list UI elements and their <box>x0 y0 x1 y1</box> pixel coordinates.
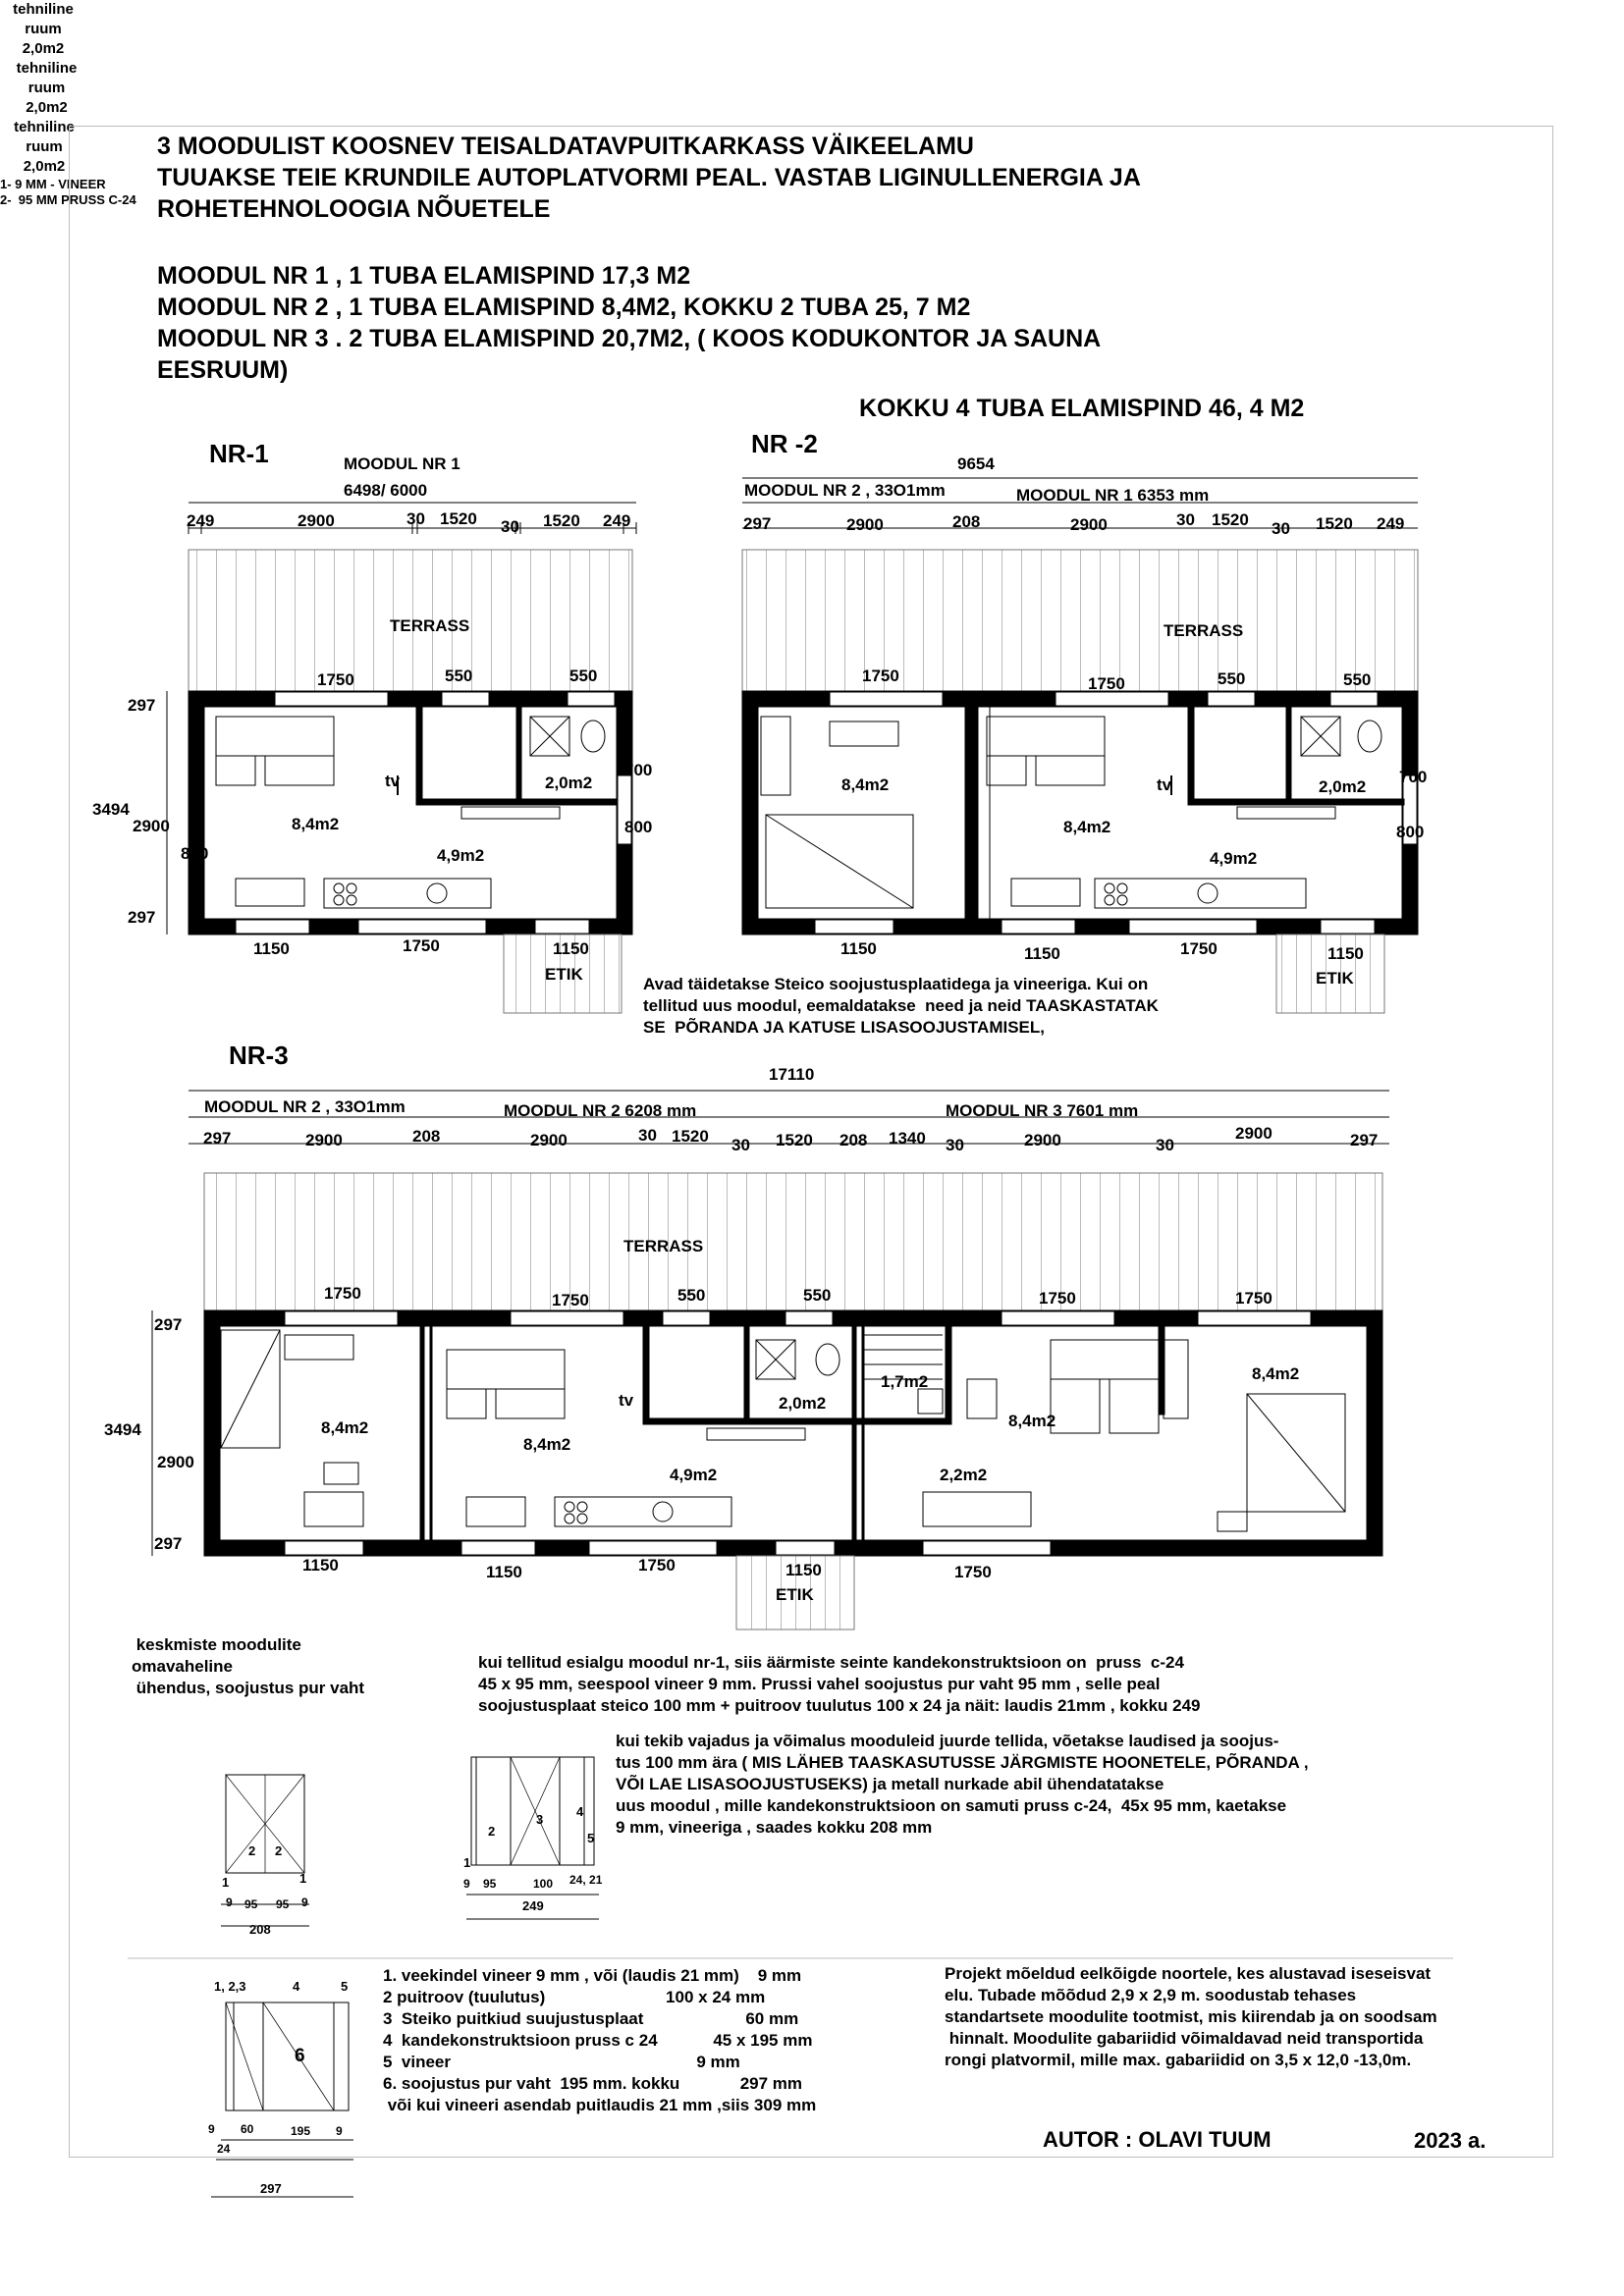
header-line-1: 3 MOODULIST KOOSNEV TEISALDATAVPUITKARKASS VÄIKEELAMU <box>157 133 974 160</box>
p1-ldim: 297 <box>128 696 156 715</box>
p2-dim: 2900 <box>1070 515 1108 534</box>
p2-dim: 249 <box>1377 514 1405 533</box>
p1-ldim: 297 <box>128 908 156 927</box>
p2-room-tech: tehniline ruum 2,0m2 <box>16 60 78 116</box>
p2-dim: 2900 <box>846 515 884 534</box>
p3-room: 8,4m2 <box>321 1418 369 1437</box>
plan-3-module: MOODUL NR 2 , 33O1mm <box>204 1097 406 1116</box>
section-dim: 9 <box>208 2122 215 2136</box>
total-area: KOKKU 4 TUBA ELAMISPIND 46, 4 M2 <box>859 395 1305 422</box>
p3-room: 8,4m2 <box>523 1435 571 1454</box>
section-dim: 195 <box>291 2124 311 2138</box>
p3-win: 550 <box>803 1286 832 1305</box>
plan-3-module: MOODUL NR 3 7601 mm <box>946 1101 1139 1120</box>
p2-room-living: 8,4m2 <box>1063 818 1111 836</box>
plan-1-module-label: MOODUL NR 1 <box>344 454 460 473</box>
wall-total: 249 <box>522 1898 544 1913</box>
detail-section <box>211 2002 353 2197</box>
p1-room-kitchen: 4,9m2 <box>437 846 485 865</box>
p2-dim: 297 <box>743 514 772 533</box>
wall-dim: 9 <box>463 1877 470 1891</box>
p2-win: 1750 <box>862 667 899 685</box>
p2-porch: ETIK <box>1316 969 1354 988</box>
p1-dim: 249 <box>187 511 215 530</box>
p1-porch: ETIK <box>545 965 583 984</box>
p2-win: 550 <box>1218 669 1246 688</box>
p3-room: 8,4m2 <box>1252 1364 1300 1383</box>
plan-3-terrace: TERRASS <box>623 1237 704 1255</box>
section-dim: 60 <box>241 2122 254 2136</box>
p3-ldim: 297 <box>154 1315 183 1334</box>
wall-dim: 100 <box>533 1877 554 1891</box>
p3-win: 1750 <box>552 1291 589 1309</box>
p1-dim: 1520 <box>543 511 580 530</box>
p3-win: 1150 <box>302 1556 339 1575</box>
detail-joint <box>221 1775 309 1926</box>
p1-ldim: 3494 <box>92 800 130 819</box>
p3-dim: 2900 <box>530 1131 568 1149</box>
author: AUTOR : OLAVI TUUM <box>1043 2127 1272 2152</box>
wall-note-2: kui tekib vajadus ja võimalus mooduleid juurde tellida, võetakse laudised ja soojus- tus 100 mm ära ( MIS LÄHEB TAASKASUTUSSE JÄRGMISTE HOONETELE, PÕRANDA , VÕI LAE LISASOOJUSTUSEKS) ja metall nurkade abil ühendatatakse uus moodul , mille kandekonstruktsioon on samuti pruss c-24, 45x 95 mm, kaetakse 9 mm, vineeriga , saades kokku 208 mm <box>616 1732 1309 1837</box>
plan-3-module: MOODUL NR 2 6208 mm <box>504 1101 697 1120</box>
p3-porch: ETIK <box>776 1585 814 1604</box>
p1-rdim: 700 <box>624 761 653 779</box>
wall-num: 2 <box>488 1824 496 1839</box>
p3-room-tech: tehniline ruum 2,0m2 <box>14 119 75 175</box>
p2-dim: 30 <box>1272 519 1290 538</box>
p3-dim: 30 <box>638 1126 657 1145</box>
p2-rdim: 700 <box>1399 768 1428 786</box>
p3-win: 1750 <box>1235 1289 1272 1308</box>
module-line-2: MOODUL NR 2 , 1 TUBA ELAMISPIND 8,4M2, KOKKU 2 TUBA 25, 7 M2 <box>157 294 971 321</box>
joint-dim: 95 <box>244 1897 258 1911</box>
wall-dim: 95 <box>483 1877 497 1891</box>
p3-room: 8,4m2 <box>1008 1412 1056 1430</box>
p2-win: 1150 <box>840 939 877 958</box>
p1-room-tech: tehniline ruum 2,0m2 <box>13 1 74 57</box>
plan-2-overall: 9654 <box>957 454 995 473</box>
p2-dim: 1520 <box>1212 510 1249 529</box>
p3-dim: 297 <box>203 1129 232 1148</box>
module-line-4: EESRUUM) <box>157 356 289 384</box>
p2-rdim: 800 <box>1396 823 1425 841</box>
plan-2-module1: MOODUL NR 1 6353 mm <box>1016 486 1210 505</box>
p1-room-bath: 2,0m2 <box>545 774 593 792</box>
p3-win: 1150 <box>486 1563 522 1581</box>
p2-win: 550 <box>1343 670 1372 689</box>
p3-tv: tv <box>619 1391 634 1410</box>
p3-dim: 2900 <box>305 1131 343 1149</box>
p3-win: 1750 <box>324 1284 361 1303</box>
module-line-3: MOODUL NR 3 . 2 TUBA ELAMISPIND 20,7M2, ( KOOS KODUKONTOR JA SAUNA <box>157 325 1102 352</box>
p3-win: 1750 <box>954 1563 992 1581</box>
p3-dim: 2900 <box>1024 1131 1061 1149</box>
section-num: 4 <box>293 1979 300 1994</box>
p3-dim: 1340 <box>889 1129 926 1148</box>
p2-room-bath: 2,0m2 <box>1319 777 1367 796</box>
p3-dim: 30 <box>731 1136 750 1154</box>
section-total: 297 <box>260 2181 282 2196</box>
p1-win: 1750 <box>403 936 440 955</box>
joint-dim: 9 <box>301 1896 308 1909</box>
p2-tv: tv <box>1157 775 1172 794</box>
p3-ldim: 2900 <box>157 1453 194 1471</box>
p2-dim: 208 <box>952 512 981 531</box>
joint-legend: 1- 9 MM - VINEER 2- 95 MM PRUSS C-24 <box>0 177 136 207</box>
wall-num: 5 <box>587 1831 595 1845</box>
joint-dim: 9 <box>226 1896 233 1909</box>
year: 2023 a. <box>1414 2128 1487 2153</box>
layers-list: 1. veekindel vineer 9 mm , või (laudis 21 mm) 9 mm 2 puitroov (tuulutus) 100 x 24 mm 3 Steiko puitkiud suujustusplaat 60 mm 4 kandekonstruktsioon pruss c 24 45 x 195 mm 5 vineer 9 mm 6. soojustus pur vaht 195 mm. kokku 297 mm või kui vineeri asendab puitlaudis 21 mm ,siis 309 mm <box>383 1966 817 2114</box>
p2-room-kitchen: 4,9m2 <box>1210 849 1258 868</box>
p3-win: 1150 <box>785 1561 822 1579</box>
p1-win: 550 <box>569 667 598 685</box>
p3-win: 550 <box>677 1286 706 1305</box>
openings-note: Avad täidetakse Steico soojustusplaatidega ja vineeriga. Kui on tellitud uus moodul, eemaldatakse need ja neid TAASKASTATAK SE PÕRANDA JA KATUSE LISASOOJUSTAMISEL, <box>643 975 1159 1037</box>
p2-win: 1150 <box>1327 944 1364 963</box>
p1-win: 550 <box>445 667 473 685</box>
plan-1-terrace: TERRASS <box>390 616 470 635</box>
project-note: Projekt mõeldud eelkõigde noortele, kes alustavad iseseisvat elu. Tubade mõõdud 2,9 x 2,9 m. soodustab tehases standartsete moodulite tootmist, mis kiirendab ja on soodsam hinnalt. Moodulite gabariidid võimaldavad neid transportida rongi platvormil, mille max. gabariidid on 3,5 x 12,0 -13,0m. <box>945 1964 1437 2069</box>
p3-dim: 30 <box>946 1136 964 1154</box>
wall-note-1: kui tellitud esialgu moodul nr-1, siis äärmiste seinte kandekonstruktsioon on pruss c-24 45 x 95 mm, seespool vineer 9 mm. Prussi vahel soojustus pur vaht 95 mm , selle peal soojustusplaat steico 100 mm + puitroov tuulutus 100 x 24 ja näit: laudis 21mm , kokku 249 <box>478 1653 1201 1715</box>
p1-win: 1150 <box>553 939 589 958</box>
plan-3 <box>152 1091 1389 1629</box>
wall-num: 3 <box>536 1812 544 1827</box>
plan-1-overall: 6498/ 6000 <box>344 481 428 500</box>
p2-win: 1150 <box>1024 944 1060 963</box>
p3-dim: 1520 <box>776 1131 813 1149</box>
p3-room: 1,7m2 <box>881 1372 929 1391</box>
wall-num: 4 <box>576 1804 584 1819</box>
wall-num: 1 <box>463 1855 471 1870</box>
joint-num: 2 <box>275 1843 283 1858</box>
detail-wall <box>466 1757 599 1919</box>
header-line-3: ROHETEHNOLOOGIA NÕUETELE <box>157 195 551 223</box>
p1-dim: 249 <box>603 511 631 530</box>
p3-room: 2,2m2 <box>940 1466 988 1484</box>
p1-dim: 1520 <box>440 509 477 528</box>
p1-win: 1150 <box>253 939 290 958</box>
plan-3-title: NR-3 <box>229 1041 289 1070</box>
section-dim: 9 <box>336 2124 343 2138</box>
p1-win: 1750 <box>317 670 354 689</box>
p3-win: 1750 <box>638 1556 676 1575</box>
joint-dim: 95 <box>276 1897 290 1911</box>
p3-ldim: 297 <box>154 1534 183 1553</box>
joint-num: 1 <box>299 1871 307 1886</box>
wall-dim: 24, 21 <box>569 1873 603 1887</box>
joint-total: 208 <box>249 1922 271 1937</box>
p3-win: 1750 <box>1039 1289 1076 1308</box>
p1-ldim: 800 <box>181 844 209 863</box>
module-line-1: MOODUL NR 1 , 1 TUBA ELAMISPIND 17,3 M2 <box>157 262 691 290</box>
p1-tv: tv <box>385 772 401 790</box>
header-line-2: TUUAKSE TEIE KRUNDILE AUTOPLATVORMI PEAL. VASTAB LIGINULLENERGIA JA <box>157 164 1141 191</box>
p3-room: 2,0m2 <box>779 1394 827 1413</box>
p2-win: 1750 <box>1088 674 1125 693</box>
plan-3-overall: 17110 <box>769 1065 815 1084</box>
p1-ldim: 2900 <box>133 817 170 835</box>
p3-dim: 30 <box>1156 1136 1174 1154</box>
p2-dim: 1520 <box>1316 514 1353 533</box>
p1-rdim: 800 <box>624 818 653 836</box>
plan-2-title: NR -2 <box>751 429 818 458</box>
p3-room: 4,9m2 <box>670 1466 718 1484</box>
section-num: 6 <box>295 2046 305 2066</box>
joint-title: keskmiste moodulite omavaheline ühendus, soojustus pur vaht <box>132 1635 365 1697</box>
p3-ldim: 3494 <box>104 1420 141 1439</box>
p1-dim: 2900 <box>298 511 335 530</box>
p1-dim: 30 <box>406 509 425 528</box>
section-num: 5 <box>341 1979 349 1994</box>
p3-dim: 208 <box>412 1127 441 1146</box>
p3-dim: 2900 <box>1235 1124 1272 1143</box>
p3-dim: 297 <box>1350 1131 1379 1149</box>
joint-num: 1 <box>222 1875 230 1890</box>
p3-dim: 208 <box>839 1131 868 1149</box>
p1-dim: 30 <box>501 517 519 536</box>
section-sub: 24 <box>217 2142 231 2156</box>
p2-dim: 30 <box>1176 510 1195 529</box>
plan-1-title: NR-1 <box>209 439 269 468</box>
plan-2-terrace: TERRASS <box>1164 621 1244 640</box>
plan-2 <box>742 478 1418 1013</box>
p2-room-bed: 8,4m2 <box>841 775 890 794</box>
plan-2-module2: MOODUL NR 2 , 33O1mm <box>744 481 946 500</box>
section-num: 1, 2,3 <box>214 1979 246 1994</box>
joint-num: 2 <box>248 1843 256 1858</box>
p1-room-living: 8,4m2 <box>292 815 340 833</box>
plan-1 <box>167 503 636 1013</box>
p3-dim: 1520 <box>672 1127 709 1146</box>
p2-win: 1750 <box>1180 939 1218 958</box>
